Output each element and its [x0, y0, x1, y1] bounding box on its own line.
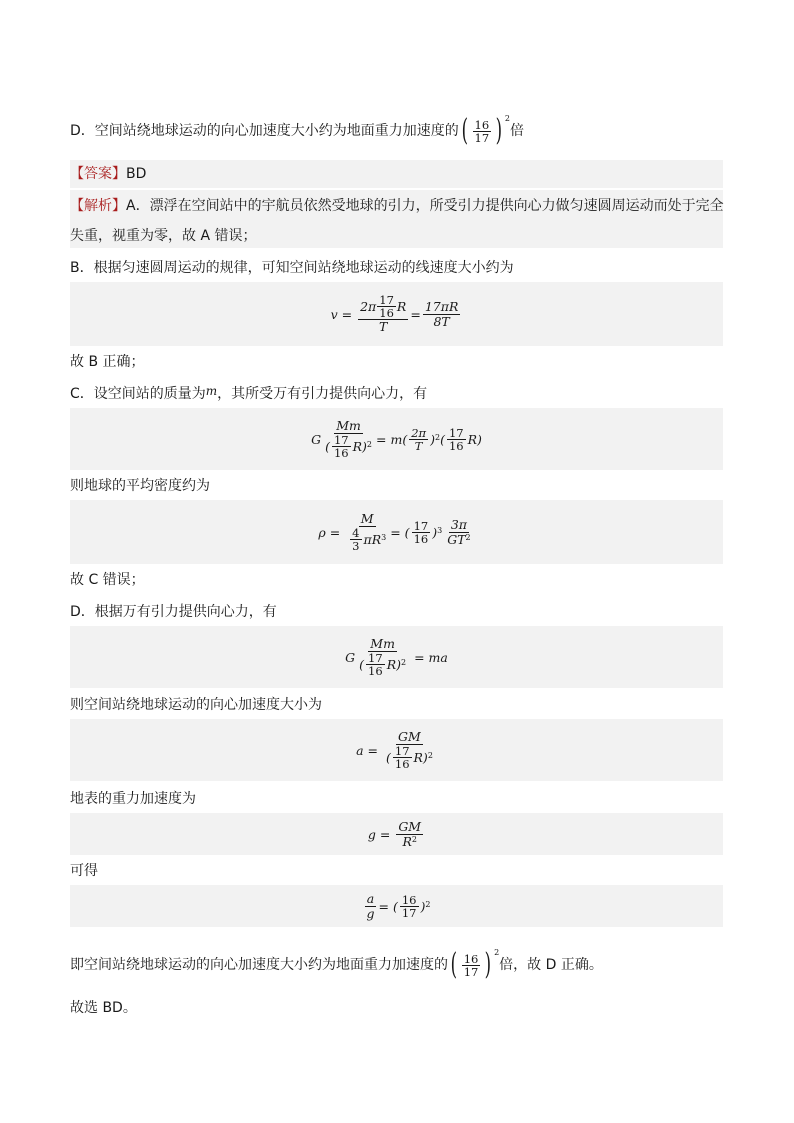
formula-gravitation: G Mm ( $\frac{17}{16}$ R) $^2$ = m( $\frac{2\pi}{T}$ ) $^2$ ( $\frac{17}{16}$ R) — [311, 418, 482, 460]
analysis-b-conclusion: 故 B 正确； — [70, 354, 145, 370]
analysis-a-line1: 【解析】A．漂浮在空间站中的宇航员依然受地球的引力，所受引力提供向心力做匀速圆周运动而处于完全 — [70, 198, 724, 214]
formula-gravity: g = $\frac{GM}{R^2}$ — [367, 818, 422, 849]
formula-v-band — [70, 282, 723, 346]
analysis-a-line2: 失重，视重为零，故 A 错误； — [70, 228, 257, 244]
analysis-c-conclusion: 故 C 错误； — [70, 572, 145, 588]
analysis-tag: 【解析】 — [70, 198, 126, 214]
formula-rho-band — [70, 500, 723, 564]
formula-ratio-band — [70, 885, 723, 927]
final-answer: 故选 BD。 — [70, 1000, 137, 1016]
formula-g-band — [70, 813, 723, 855]
formula-acceleration: a = GM ( $\frac{17}{16}$ R) $^2$ — [356, 729, 433, 771]
analysis-c-density-intro: 则地球的平均密度约为 — [70, 478, 210, 494]
analysis-c-intro: C．设空间站的质量为m，其所受万有引力提供向心力，有 — [70, 384, 428, 402]
option-d — [70, 113, 524, 148]
formula-dgrav-band — [70, 626, 723, 688]
analysis-b-intro: B．根据匀速圆周运动的规律，可知空间站绕地球运动的线速度大小约为 — [70, 260, 514, 276]
analysis-d-ratio-intro: 可得 — [70, 863, 98, 879]
option-d-ratio: ( $\frac{16}{17}$ ) $^2$ — [461, 113, 510, 148]
analysis-d-g-intro: 地表的重力加速度为 — [70, 791, 196, 807]
formula-v: v = 2π $\frac{17}{16}$ R T = $\frac{17\pi R}{8T}$ — [330, 293, 459, 334]
formula-a-band — [70, 719, 723, 781]
conclusion-ratio: ( $\frac{16}{17}$ ) $^2$ — [450, 947, 500, 982]
formula-density: ρ = M $\frac{4}{3}$ πR $^3$ = ( $\frac{17}{16}$ ) $^3$ $\frac{3\pi}{GT^2}$ — [318, 511, 471, 553]
option-d-text: D．空间站绕地球运动的向心加速度大小约为地面重力加速度的 — [70, 123, 459, 139]
answer-line — [70, 164, 146, 184]
formula-ratio: $\frac{a}{g}$ = ( $\frac{16}{17}$ ) $^2$ — [366, 890, 431, 921]
answer-value: BD — [126, 166, 147, 182]
analysis-d-intro: D．根据万有引力提供向心力，有 — [70, 604, 277, 620]
answer-band — [70, 160, 723, 188]
option-d-suffix: 倍 — [509, 123, 524, 139]
formula-grav-band — [70, 408, 723, 470]
analysis-d-conclusion: 即空间站绕地球运动的向心加速度大小约为地面重力加速度的 ( $\frac{16}{17}$ ) $^2$ 倍，故 D 正确。 — [70, 947, 603, 982]
formula-newton-second-law: G Mm ( $\frac{17}{16}$ R) $^2$ = ma — [345, 636, 448, 678]
answer-tag: 【答案】 — [70, 166, 126, 182]
analysis-d-accel-intro: 则空间站绕地球运动的向心加速度大小为 — [70, 697, 322, 713]
